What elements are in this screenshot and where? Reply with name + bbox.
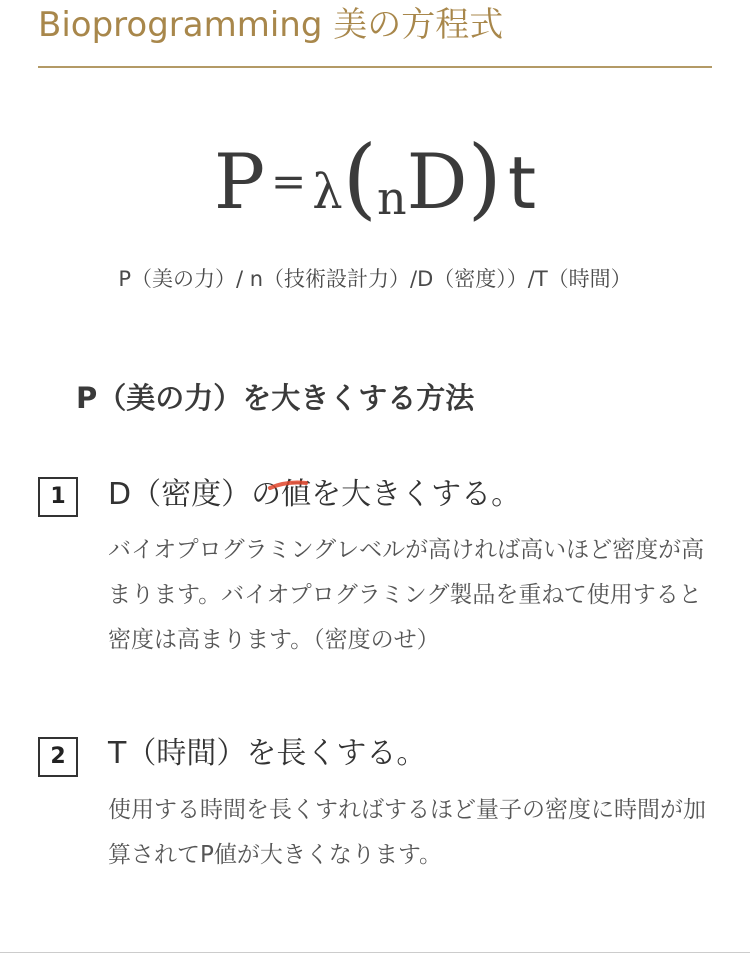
formula-t: t: [507, 141, 537, 225]
formula-n: n: [376, 171, 407, 225]
item-description: 使用する時間を長くすればするほど量子の密度に時間が加算されてP値が大きくなります。: [108, 797, 706, 868]
formula-p: P: [213, 137, 265, 226]
formula-lambda: λ: [312, 164, 343, 220]
formula-close-paren: ): [467, 126, 502, 229]
beauty-formula: [0, 128, 750, 248]
formula-equals: =: [271, 157, 307, 206]
bottom-divider: [0, 952, 750, 953]
page-title: Bioprogramming 美の方程式: [38, 5, 504, 45]
item-description: バイオプログラミングレベルが高ければ高いほど密度が高まります。バイオプログラミング製品を重ねて使用すると密度は高まります。（密度のせ）: [108, 537, 705, 653]
item-number-badge: 1: [38, 477, 78, 517]
section-title: P（美の力）を大きくする方法: [76, 381, 475, 415]
formula-legend: P（美の力）/ n（技術設計力）/D（密度））/T（時間）: [118, 267, 632, 291]
item-number-badge: 2: [38, 737, 78, 777]
title-divider: [38, 66, 712, 68]
item-title: T（時間）を長くする。: [108, 736, 427, 771]
highlight-mark: [268, 480, 308, 490]
formula-open-paren: (: [342, 126, 377, 229]
item-title: D（密度）の値を大きくする。: [108, 477, 522, 512]
formula-d: D: [406, 137, 468, 226]
